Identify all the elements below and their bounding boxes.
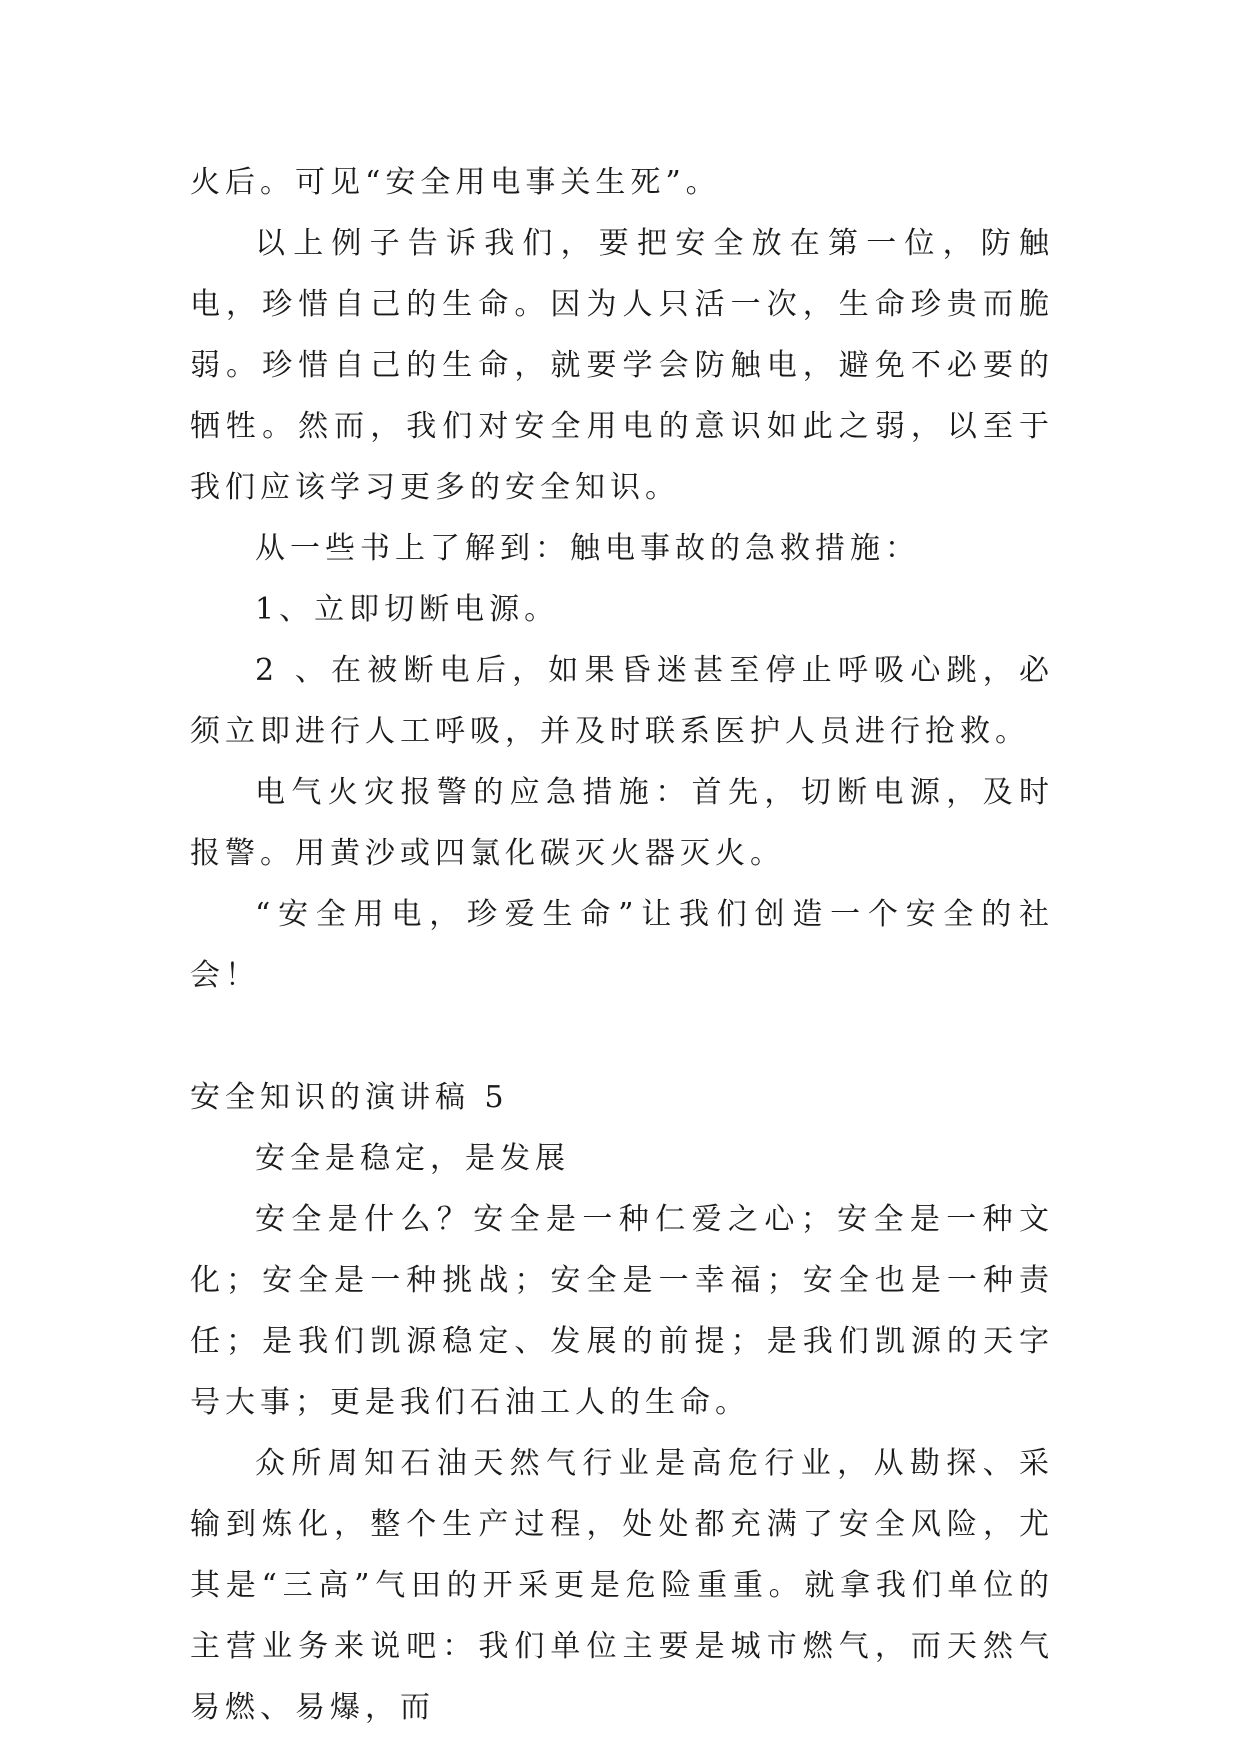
paragraph-9: 安全是什么？安全是一种仁爱之心；安全是一种文化；安全是一种挑战；安全是一幸福；安全也是一种责任；是我们凯源稳定、发展的前提；是我们凯源的天字号大事；更是我们石油工人的生命。 [190, 1202, 1054, 1420]
paragraph-6: 电气火灾报警的应急措施：首先，切断电源，及时报警。用黄沙或四氯化碳灭火器灭火。 [190, 775, 1054, 871]
paragraph-2: 以上例子告诉我们，要把安全放在第一位，防触电，珍惜自己的生命。因为人只活一次，生命珍贵而脆弱。珍惜自己的生命，就要学会防触电，避免不必要的牺牲。然而，我们对安全用电的意识如此之弱，以至于我们应该学习更多的安全知识。 [190, 226, 1054, 505]
paragraph-4: 1、立即切断电源。 [255, 592, 560, 627]
document-body [190, 152, 1054, 1738]
paragraph-1: 火后。可见“安全用电事关生死”。 [190, 165, 721, 200]
paragraph-5: 2 、在被断电后，如果昏迷甚至停止呼吸心跳，必须立即进行人工呼吸，并及时联系医护人员进行抢救。 [190, 653, 1054, 749]
paragraph-7: “安全用电，珍爱生命”让我们创造一个安全的社会！ [190, 897, 1054, 993]
paragraph-8: 安全是稳定，是发展 [255, 1141, 570, 1176]
paragraph-3: 从一些书上了解到：触电事故的急救措施： [255, 531, 920, 566]
section-heading: 安全知识的演讲稿 5 [190, 1080, 509, 1115]
section-spacer [190, 1006, 1054, 1067]
paragraph-10: 众所周知石油天然气行业是高危行业，从勘探、采输到炼化，整个生产过程，处处都充满了安全风险，尤其是“三高”气田的开采更是危险重重。就拿我们单位的主营业务来说吧：我们单位主要是城市燃气，而天然气易燃、易爆，而 [190, 1446, 1054, 1725]
